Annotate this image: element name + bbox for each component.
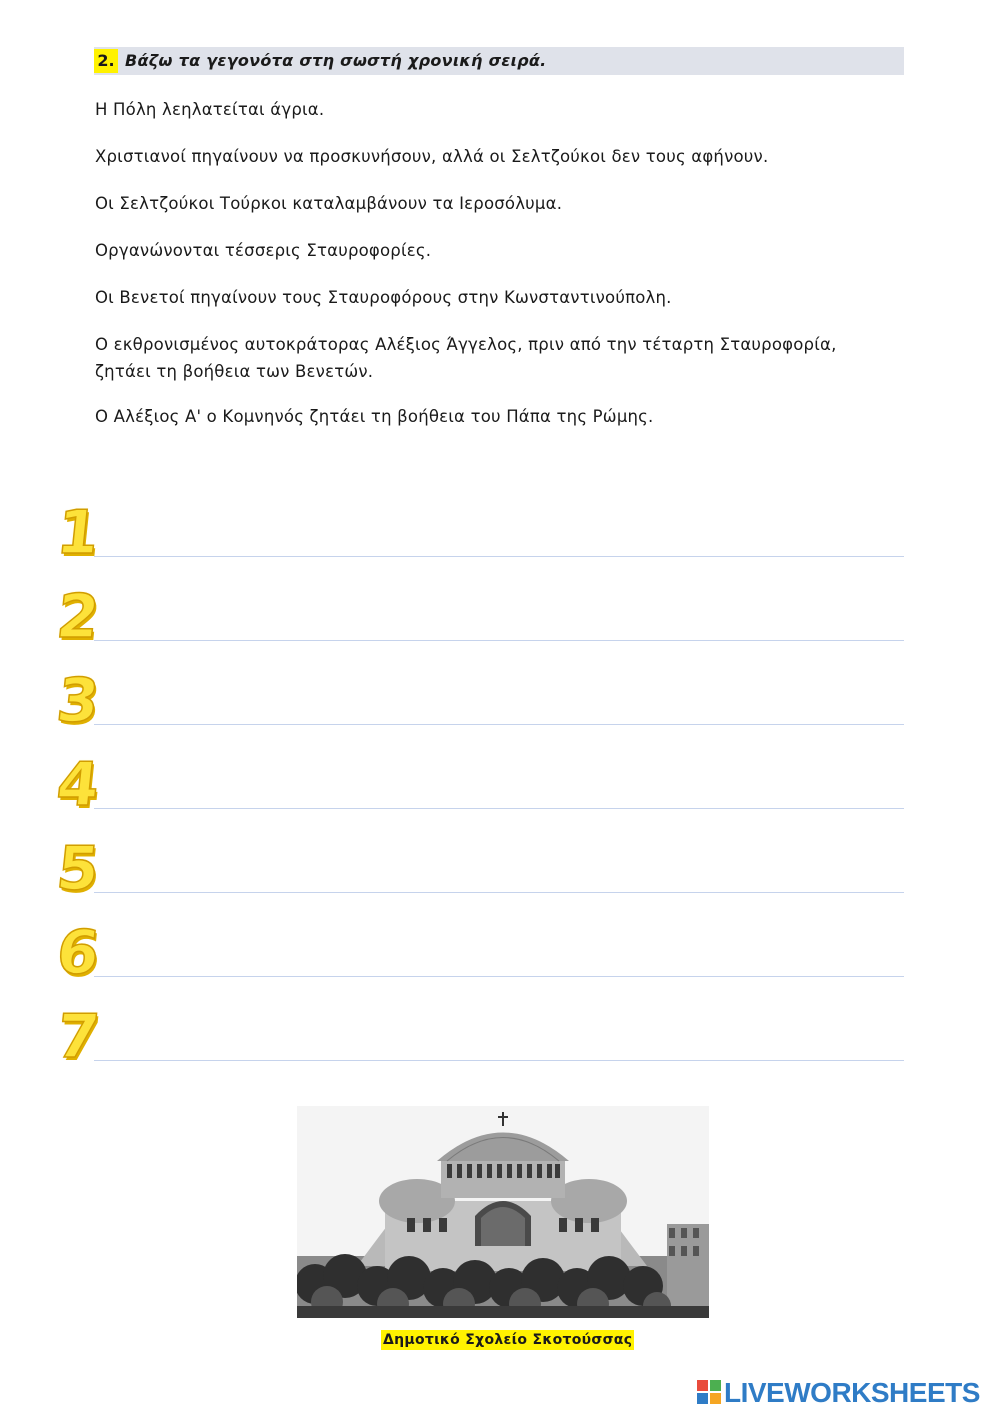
- event-4: Οργανώνονται τέσσερις Σταυροφορίες.: [95, 241, 432, 260]
- school-caption: Δημοτικό Σχολείο Σκοτούσσας: [383, 1332, 633, 1348]
- hagia-sophia-image: [297, 1106, 709, 1318]
- answer-row-6: [0, 918, 1000, 1002]
- event-1: Η Πόλη λεηλατείται άγρια.: [95, 100, 325, 119]
- event-7: Ο Αλέξιος Α' ο Κομνηνός ζητάει τη βοήθεια του Πάπα της Ρώμης.: [95, 407, 654, 426]
- answer-line-6[interactable]: [94, 976, 904, 977]
- slot-number-7: 7: [53, 1002, 103, 1072]
- event-2: Χριστιανοί πηγαίνουν να προσκυνήσουν, αλλά οι Σελτζούκοι δεν τους αφήνουν.: [95, 147, 769, 166]
- event-6: Ο εκθρονισμένος αυτοκράτορας Αλέξιος Άγγελος, πριν από την τέταρτη Σταυροφορία, ζητάει τη βοήθεια των Βενετών.: [95, 335, 837, 381]
- liveworksheets-logo[interactable]: [697, 1378, 992, 1408]
- slot-number-3: 3: [53, 666, 103, 736]
- events-list: [95, 96, 895, 430]
- slot-number-6: 6: [53, 918, 103, 988]
- answer-line-3[interactable]: [94, 724, 904, 725]
- answer-line-5[interactable]: [94, 892, 904, 893]
- answer-row-3: [0, 666, 1000, 750]
- exercise-instruction: Βάζω τα γεγονότα στη σωστή χρονική σειρά.: [125, 51, 547, 70]
- event-5: Οι Βενετοί πηγαίνουν τους Σταυροφόρους στην Κωνσταντινούπολη.: [95, 288, 672, 307]
- event-3: Οι Σελτζούκοι Τούρκοι καταλαμβάνουν τα Ιεροσόλυμα.: [95, 194, 563, 213]
- slot-number-5: 5: [53, 834, 103, 904]
- liveworksheets-wordmark: LIVEWORKSHEETS: [724, 1377, 980, 1408]
- exercise-header: [94, 47, 904, 75]
- answer-line-1[interactable]: [94, 556, 904, 557]
- liveworksheets-icon: [697, 1380, 721, 1404]
- answer-line-2[interactable]: [94, 640, 904, 641]
- answer-line-4[interactable]: [94, 808, 904, 809]
- slot-number-4: 4: [53, 750, 103, 820]
- slot-number-1: 1: [53, 498, 103, 568]
- answer-line-7[interactable]: [94, 1060, 904, 1061]
- answer-row-2: [0, 582, 1000, 666]
- slot-number-2: 2: [53, 582, 103, 652]
- answer-row-4: [0, 750, 1000, 834]
- answer-row-5: [0, 834, 1000, 918]
- answer-row-1: [0, 498, 1000, 582]
- answer-row-7: [0, 1002, 1000, 1086]
- exercise-number: 2.: [94, 49, 118, 73]
